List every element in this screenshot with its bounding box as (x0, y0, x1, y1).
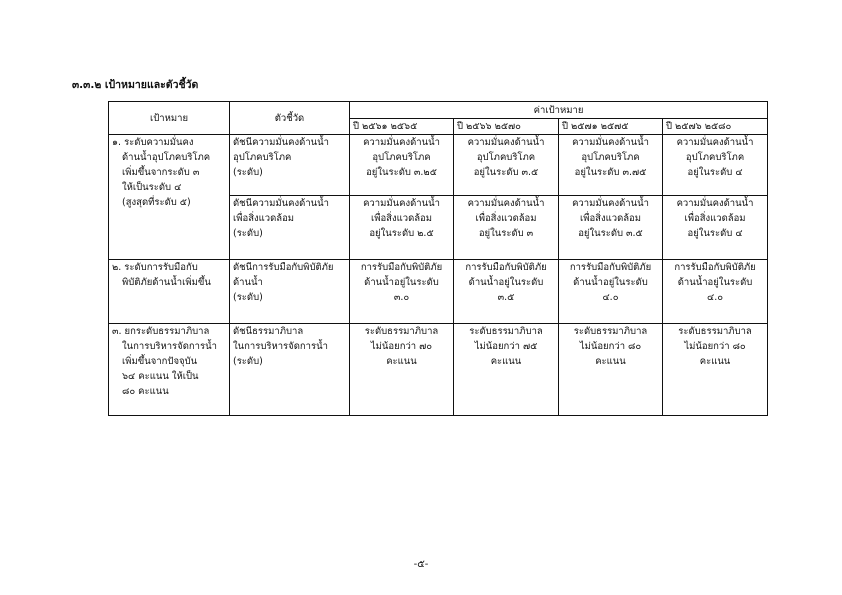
target-cell: ความมั่นคงด้านน้ำ เพื่อสิ่งแวดล้อม อยู่ในระดับ ๓ (454, 196, 559, 260)
target-cell: การรับมือกับพิบัติภัย ด้านน้ำอยู่ในระดับ ๔.๐ (663, 260, 768, 324)
target-cell: ความมั่นคงด้านน้ำ อุปโภคบริโภค อยู่ในระดับ ๔ (663, 135, 768, 196)
indicator-cell: ดัชนีการรับมือกับพิบัติภัย ด้านน้ำ (ระดับ) (230, 260, 350, 324)
target-cell: ระดับธรรมาภิบาล ไม่น้อยกว่า ๗๐ คะแนน (350, 324, 454, 416)
header-period: ปี ๒๕๖๖ ๒๕๗๐ (454, 119, 559, 135)
goal-line: เพิ่มขึ้นจากปัจจุบัน (122, 356, 198, 367)
goal-line: ๘๐ คะแนน (122, 386, 169, 397)
page-number: -๕- (413, 559, 429, 570)
goal-cell (109, 260, 230, 324)
goal-line: เพิ่มขึ้นจากระดับ ๓ (122, 167, 200, 178)
header-goal: เป้าหมาย (109, 102, 230, 135)
target-cell: ระดับธรรมาภิบาล ไม่น้อยกว่า ๗๕ คะแนน (454, 324, 559, 416)
goal-line: พิบัติภัยด้านน้ำเพิ่มขึ้น (122, 277, 211, 288)
target-cell: การรับมือกับพิบัติภัย ด้านน้ำอยู่ในระดับ ๓.๐ (350, 260, 454, 324)
target-cell: การรับมือกับพิบัติภัย ด้านน้ำอยู่ในระดับ ๓.๕ (454, 260, 559, 324)
indicator-cell: ดัชนีความมั่นคงด้านน้ำ เพื่อสิ่งแวดล้อม (ระดับ) (230, 196, 350, 260)
indicator-cell: ดัชนีความมั่นคงด้านน้ำ อุปโภคบริโภค (ระดับ) (230, 135, 350, 196)
goal-line: ในการบริหารจัดการน้ำ (122, 341, 217, 352)
target-cell: ความมั่นคงด้านน้ำ เพื่อสิ่งแวดล้อม อยู่ในระดับ ๔ (663, 196, 768, 260)
header-indicator: ตัวชี้วัด (230, 102, 350, 135)
goal-line: ๑. ระดับความมั่นคง (112, 137, 194, 148)
target-cell: ความมั่นคงด้านน้ำ อุปโภคบริโภค อยู่ในระดับ ๓.๒๕ (350, 135, 454, 196)
target-cell: ความมั่นคงด้านน้ำ อุปโภคบริโภค อยู่ในระดับ ๓.๕ (454, 135, 559, 196)
goal-line: (สูงสุดที่ระดับ ๕) (122, 197, 191, 208)
target-cell: การรับมือกับพิบัติภัย ด้านน้ำอยู่ในระดับ ๔.๐ (559, 260, 663, 324)
goal-line: ๓. ยกระดับธรรมาภิบาล (112, 326, 210, 337)
goal-line: ๖๔ คะแนน ให้เป็น (122, 371, 199, 382)
target-cell: ความมั่นคงด้านน้ำ เพื่อสิ่งแวดล้อม อยู่ในระดับ ๓.๕ (559, 196, 663, 260)
goals-indicators-table (108, 101, 768, 416)
goal-line: ๒. ระดับการรับมือกับ (112, 262, 198, 273)
goal-line: ด้านน้ำอุปโภคบริโภค (122, 152, 211, 163)
goal-line: ให้เป็นระดับ ๔ (122, 182, 182, 193)
section-heading: ๓.๓.๒ เป้าหมายและตัวชี้วัด (72, 79, 199, 91)
goal-cell (109, 324, 230, 416)
header-period: ปี ๒๕๗๖ ๒๕๘๐ (663, 119, 768, 135)
goal-cell (109, 135, 230, 260)
header-target-values: ค่าเป้าหมาย (350, 102, 768, 119)
target-cell: ความมั่นคงด้านน้ำ อุปโภคบริโภค อยู่ในระดับ ๓.๗๕ (559, 135, 663, 196)
target-cell: ความมั่นคงด้านน้ำ เพื่อสิ่งแวดล้อม อยู่ในระดับ ๒.๕ (350, 196, 454, 260)
indicator-cell: ดัชนีธรรมาภิบาล ในการบริหารจัดการน้ำ (ระดับ) (230, 324, 350, 416)
target-cell: ระดับธรรมาภิบาล ไม่น้อยกว่า ๘๐ คะแนน (559, 324, 663, 416)
target-cell: ระดับธรรมาภิบาล ไม่น้อยกว่า ๘๐ คะแนน (663, 324, 768, 416)
header-period: ปี ๒๕๗๑ ๒๕๗๕ (559, 119, 663, 135)
header-period: ปี ๒๕๖๑ ๒๕๖๕ (350, 119, 454, 135)
